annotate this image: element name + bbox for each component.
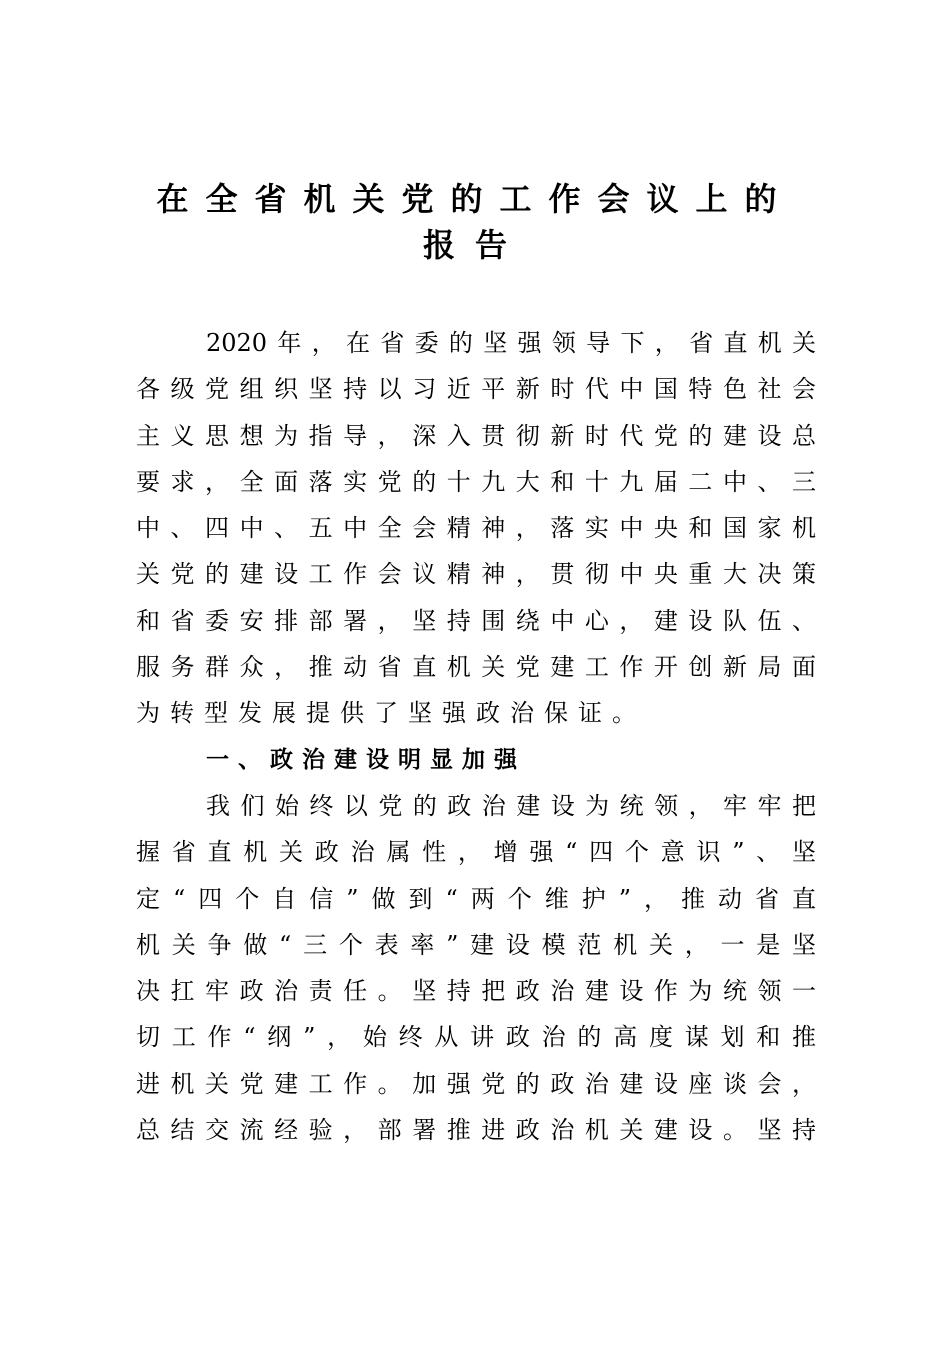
text-line: 关党的建设工作会议精神，贯彻中央重大决策 bbox=[136, 560, 816, 589]
text-line: 进机关党建工作。加强党的政治建设座谈会， bbox=[136, 1069, 816, 1098]
title-line-1: 在全省机关党的工作会议上的 bbox=[156, 180, 794, 218]
text-line: 总结交流经验，部署推进政治机关建设。坚持 bbox=[136, 1116, 816, 1145]
text-line: 决扛牢政治责任。坚持把政治建设作为统领一 bbox=[136, 977, 816, 1006]
section-heading: 一、政治建设明显加强 bbox=[206, 746, 526, 773]
paragraph-political-construction bbox=[136, 783, 816, 1153]
text-line: 主义思想为指导，深入贯彻新时代党的建设总 bbox=[136, 421, 816, 450]
text-line: 机关争做“三个表率”建设模范机关，一是坚 bbox=[136, 930, 816, 959]
text-line: 服务群众，推动省直机关党建工作开创新局面 bbox=[136, 653, 816, 682]
text-line: 各级党组织坚持以习近平新时代中国特色社会 bbox=[136, 375, 816, 404]
text-line: 握省直机关政治属性，增强“四个意识”、坚 bbox=[136, 838, 816, 867]
document-title bbox=[100, 176, 850, 268]
document-body bbox=[136, 320, 816, 1153]
title-line-2: 报告 bbox=[422, 226, 527, 264]
text-line: 切工作“纲”，始终从讲政治的高度谋划和推 bbox=[136, 1023, 816, 1052]
text-line: 要求，全面落实党的十九大和十九届二中、三 bbox=[136, 467, 816, 496]
text-line: 定“四个自信”做到“两个维护”，推动省直 bbox=[136, 884, 816, 913]
text-line: 和省委安排部署，坚持围绕中心，建设队伍、 bbox=[136, 606, 816, 635]
text-line: 我们始终以党的政治建设为统领，牢牢把 bbox=[206, 791, 816, 820]
text-line: 为转型发展提供了坚强政治保证。 bbox=[136, 699, 646, 728]
text-line: 2020年，在省委的坚强领导下，省直机关 bbox=[206, 329, 816, 357]
paragraph-intro bbox=[136, 320, 816, 737]
text-line: 中、四中、五中全会精神，落实中央和国家机 bbox=[136, 514, 816, 543]
